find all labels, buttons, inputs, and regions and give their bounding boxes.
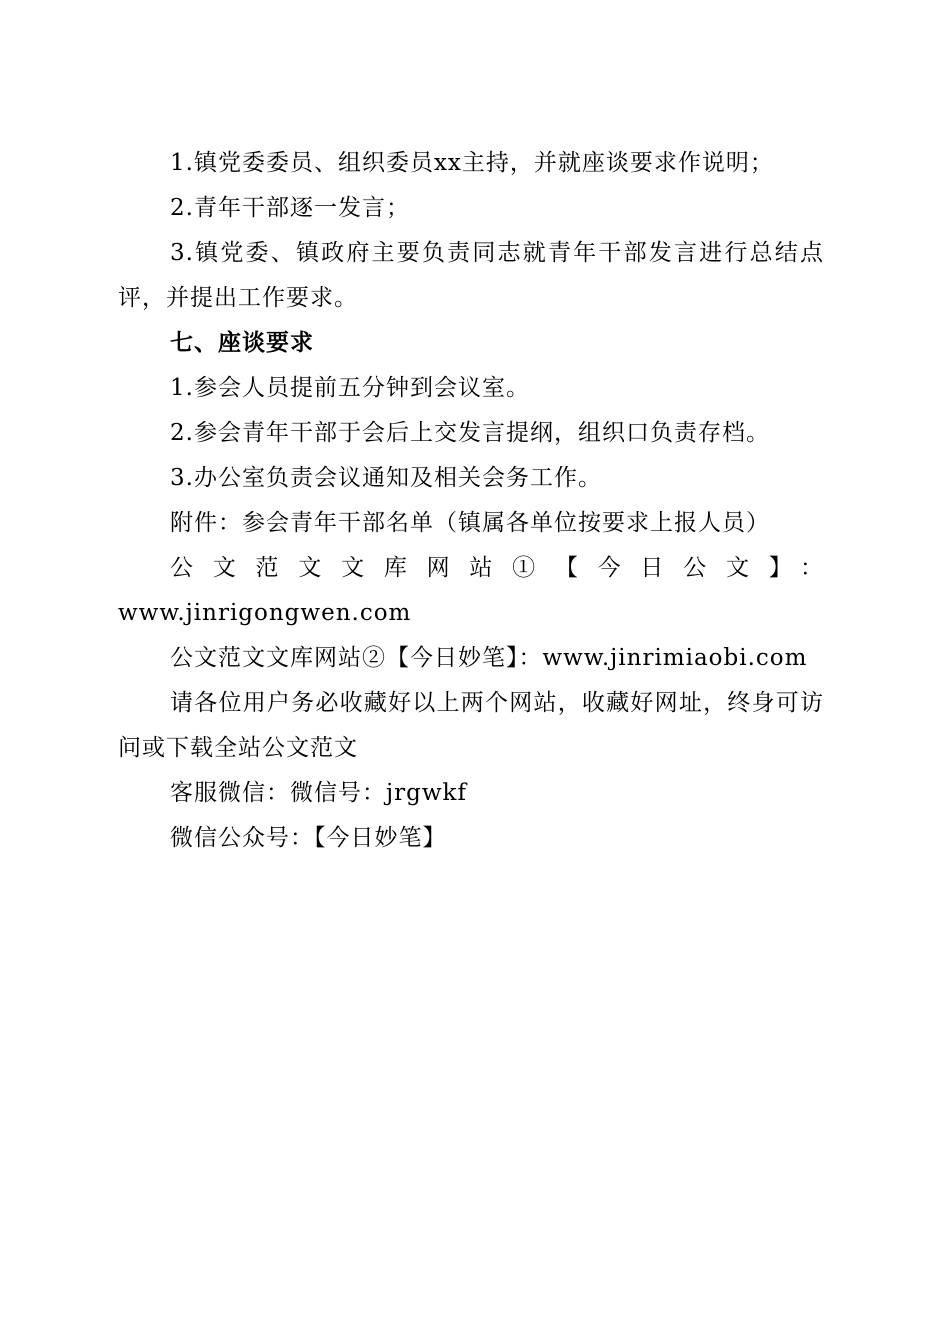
agenda-item-1: 1.镇党委委员、组织委员xx主持，并就座谈要求作说明； [170,150,774,176]
requirement-1: 1.参会人员提前五分钟到会议室。 [170,375,530,401]
notice-paragraph: 请各位用户务必收藏好以上两个网站，收藏好网址，终身可访问或下载全站公文范文 [118,690,824,761]
site1-label: 公文范文文库网站①【今日公文】： [170,555,824,581]
attachment-note: 附件：参会青年干部名单（镇属各单位按要求上报人员） [170,510,770,536]
document-body [118,141,824,861]
agenda-item-2: 2.青年干部逐一发言； [170,195,410,221]
section-heading: 七、座谈要求 [170,330,314,356]
wechat-public-account: 微信公众号：【今日妙笔】 [170,825,447,851]
wechat-service: 客服微信：微信号：jrgwkf [170,780,467,806]
requirement-2: 2.参会青年干部于会后上交发言提纲，组织口负责存档。 [170,420,770,446]
requirement-3: 3.办公室负责会议通知及相关会务工作。 [170,465,602,491]
site1-url: www.jinrigongwen.com [118,600,412,626]
agenda-item-3: 3.镇党委、镇政府主要负责同志就青年干部发言进行总结点评，并提出工作要求。 [118,240,824,311]
site2-line: 公文范文文库网站②【今日妙笔】：www.jinrimiaobi.com [170,645,808,671]
